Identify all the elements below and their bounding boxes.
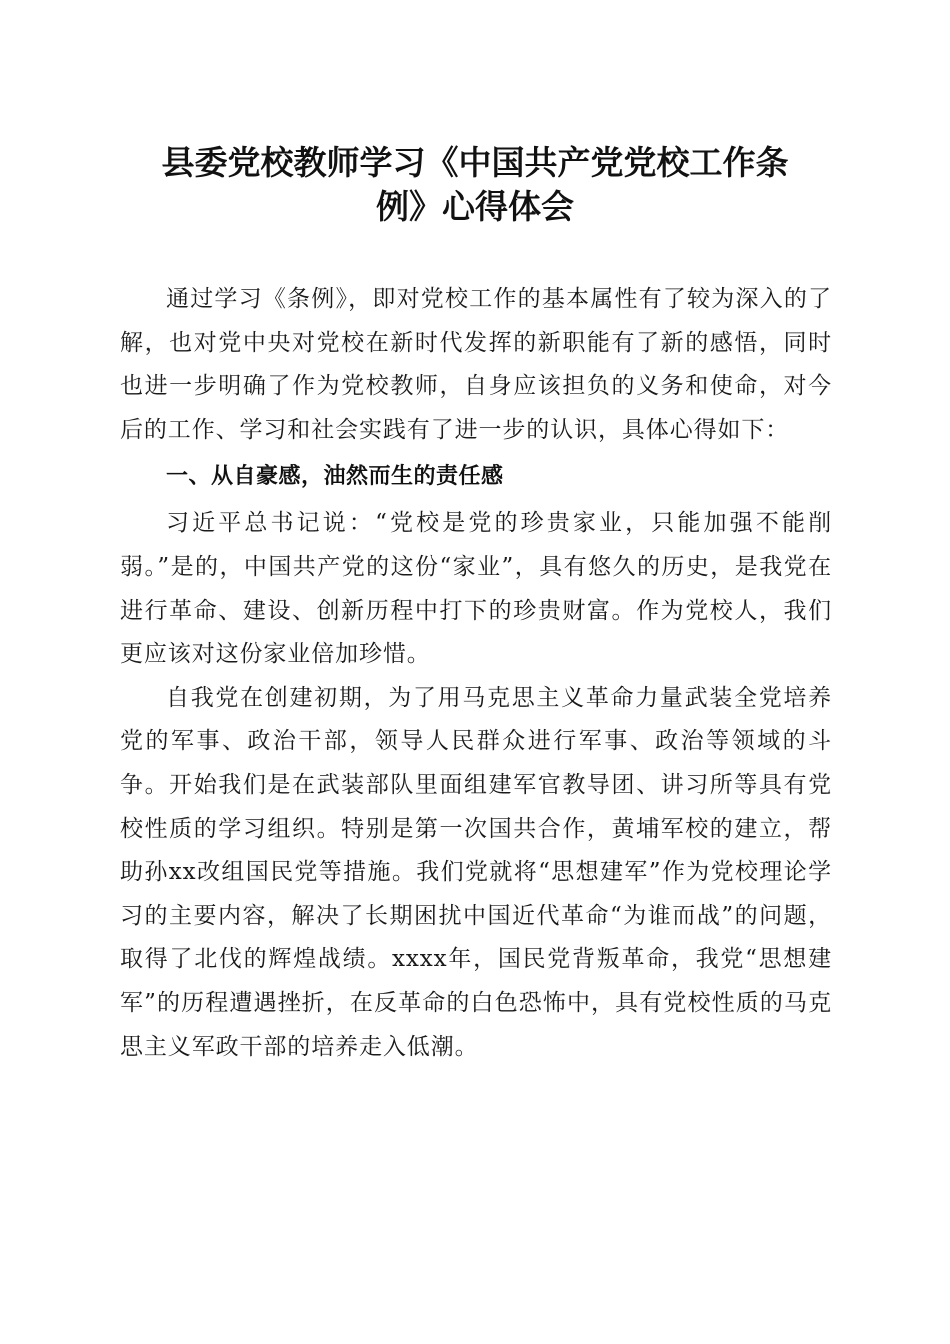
body-paragraph: 自我党在创建初期，为了用马克思主义革命力量武装全党培养党的军事、政治干部，领导人民群众进行军事、政治等领域的斗争。开始我们是在武装部队里面组建军官教导团、讲习所等具有党校性质的学习组织。特别是第一次国共合作，黄埔军校的建立，帮助孙xx改组国民党等措施。我们党就将“思想建军”作为党校理论学习的主要内容，解决了长期困扰中国近代革命“为谁而战”的问题，取得了北伐的辉煌战绩。xxxx年，国民党背叛革命，我党“思想建军”的历程遭遇挫折，在反革命的白色恐怖中，具有党校性质的马克思主义军政干部的培养走入低潮。 — [120, 684, 832, 1060]
section-heading: 一、从自豪感，油然而生的责任感 — [166, 464, 504, 490]
document-title-line-1: 县委党校教师学习《中国共产党党校工作条 — [161, 143, 789, 182]
document-title-line-2: 例》心得体会 — [376, 187, 574, 226]
body-paragraph: 习近平总书记说：“党校是党的珍贵家业，只能加强不能削弱。”是的，中国共产党的这份“家业”，具有悠久的历史，是我党在进行革命、建设、创新历程中打下的珍贵财富。作为党校人，我们更应该对这份家业倍加珍惜。 — [120, 510, 832, 668]
document-body — [120, 278, 832, 1069]
intro-paragraph: 通过学习《条例》，即对党校工作的基本属性有了较为深入的了解，也对党中央对党校在新时代发挥的新职能有了新的感悟，同时也进一步明确了作为党校教师，自身应该担负的义务和使命，对今后的工作、学习和社会实践有了进一步的认识，具体心得如下： — [120, 286, 832, 443]
